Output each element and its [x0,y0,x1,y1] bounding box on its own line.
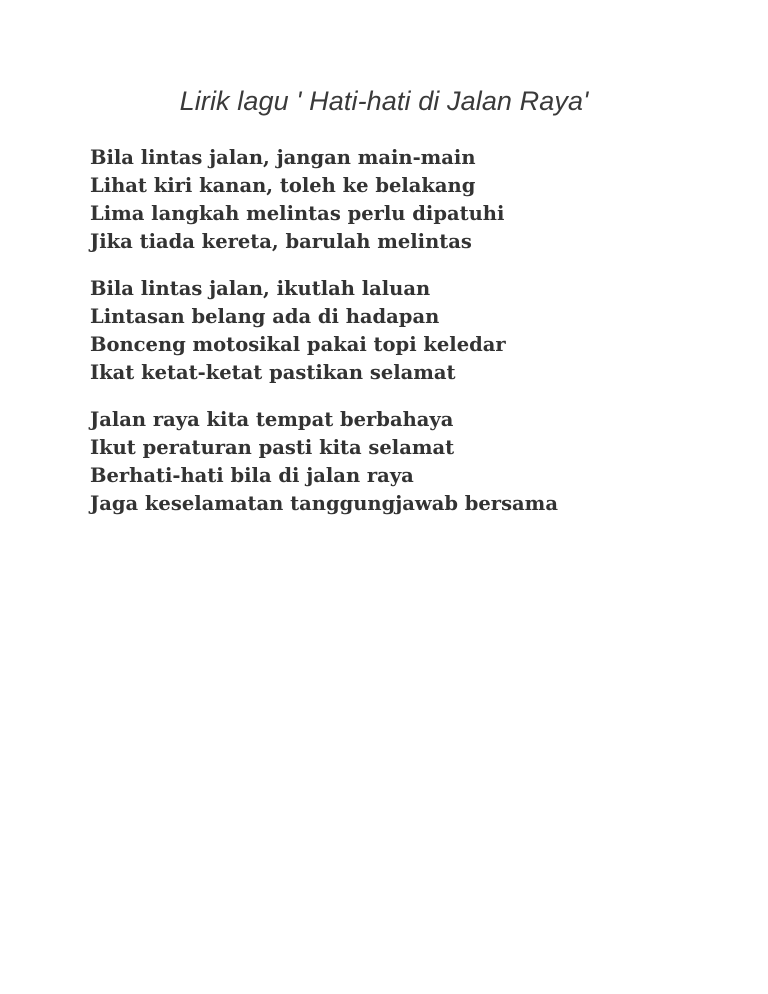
lyric-line: Bonceng motosikal pakai topi keledar [90,333,506,356]
lyric-line: Lintasan belang ada di hadapan [90,305,440,328]
lyrics-body [90,144,730,537]
stanza-3 [90,406,730,518]
stanza-2 [90,275,730,387]
lyric-line: Lihat kiri kanan, toleh ke belakang [90,174,476,197]
song-title: Lirik lagu ' Hati-hati di Jalan Raya' [179,86,589,116]
lyric-line: Berhati-hati bila di jalan raya [90,464,414,487]
stanza-1 [90,144,730,256]
lyric-line: Ikat ketat-ketat pastikan selamat [90,361,456,384]
lyric-line: Jalan raya kita tempat berbahaya [90,408,454,431]
lyric-line: Jaga keselamatan tanggungjawab bersama [90,492,558,515]
lyric-line: Bila lintas jalan, jangan main-main [90,146,476,169]
lyric-line: Ikut peraturan pasti kita selamat [90,436,455,459]
lyric-line: Jika tiada kereta, barulah melintas [90,230,472,253]
lyric-line: Lima langkah melintas perlu dipatuhi [90,202,505,225]
lyric-line: Bila lintas jalan, ikutlah laluan [90,277,431,300]
